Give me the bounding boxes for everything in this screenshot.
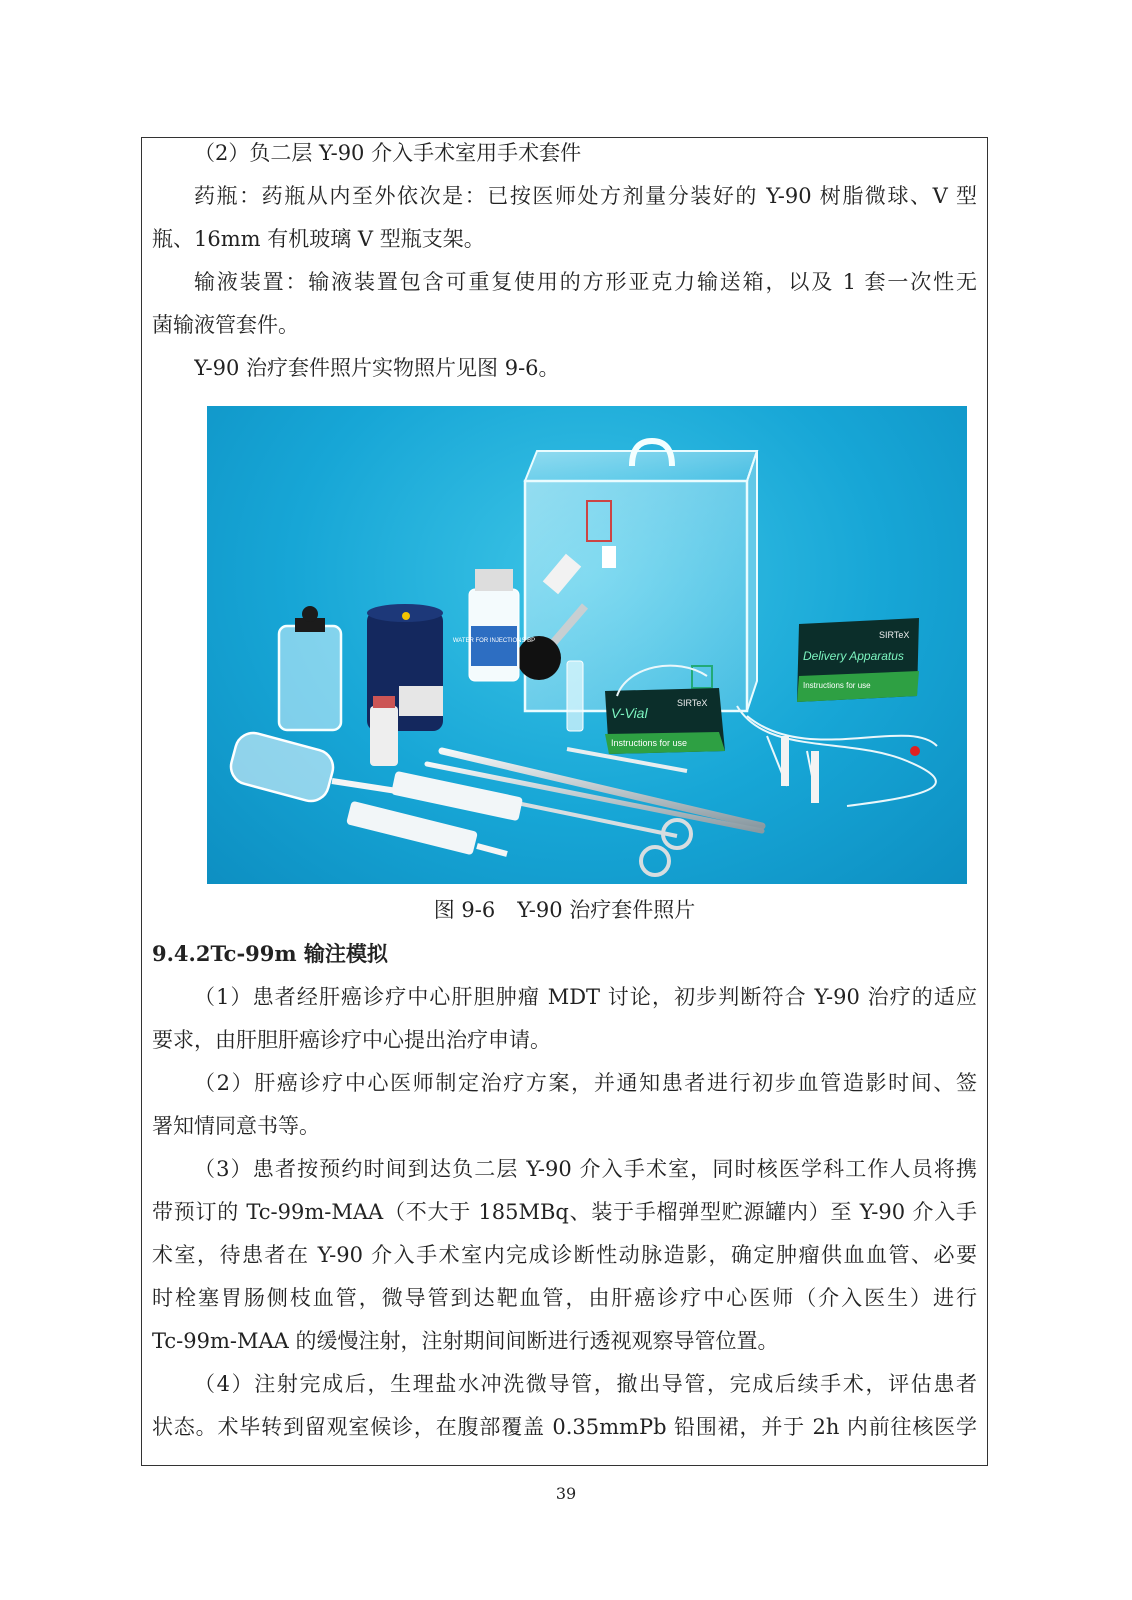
p1-line-2: 要求，由肝胆肝癌诊疗中心提出治疗申请。 xyxy=(152,1028,551,1052)
p3-line-3: 术室，待患者在 Y-90 介入手术室内完成诊断性动脉造影，确定肿瘤供血血管、必要 xyxy=(152,1243,977,1267)
vvial-booklet xyxy=(605,688,725,754)
p3-line-5: Tc-99m-MAA 的缓慢注射，注射期间间断进行透视观察导管位置。 xyxy=(152,1329,779,1353)
tc99m-heading: 9.4.2Tc-99m 输注模拟 xyxy=(152,941,388,966)
glass-vial-shield xyxy=(279,606,341,730)
content-frame xyxy=(141,137,988,1466)
p3-line-1: （3）患者按预约时间到达负二层 Y-90 介入手术室，同时核医学科工作人员将携 xyxy=(194,1157,977,1181)
photo-reference-text: Y-90 治疗套件照片实物照片见图 9-6。 xyxy=(194,356,560,380)
small-vial xyxy=(370,696,398,766)
red-cap xyxy=(910,746,920,756)
syringe-shield xyxy=(227,729,337,805)
delivery-booklet xyxy=(797,618,919,702)
figure-caption xyxy=(142,895,987,925)
tubing-connector-1 xyxy=(781,736,789,786)
delivery-title-text: Delivery Apparatus xyxy=(803,649,904,663)
infusion-text-line-1: 输液装置：输液装置包含可重复使用的方形亚克力输送箱，以及 1 套一次性无 xyxy=(194,270,977,294)
vial-text-line-1: 药瓶：药瓶从内至外依次是：已按医师处方剂量分装好的 Y-90 树脂微球、V 型 xyxy=(194,184,977,208)
p3-line-4: 时栓塞胃肠侧枝血管，微导管到达靶血管，由肝癌诊疗中心医师（介入医生）进行 xyxy=(152,1286,977,1310)
glass-tube xyxy=(567,661,583,731)
p2-line-2: 署知情同意书等。 xyxy=(152,1114,320,1138)
vvial-title-text: V-Vial xyxy=(611,705,648,721)
p3-line-2: 带预订的 Tc-99m-MAA（不大于 185MBq、装于手榴弹型贮源罐内）至 Y-90 介入手 xyxy=(152,1200,977,1224)
p4-line-1: （4）注射完成后，生理盐水冲洗微导管，撤出导管，完成后续手术，评估患者 xyxy=(194,1372,977,1396)
infusion-text-line-2: 菌输液管套件。 xyxy=(152,313,299,337)
water-bottle-label: WATER FOR INJECTIONS BP xyxy=(452,638,536,644)
y90-kit-photo xyxy=(207,406,967,884)
figure-number: 图 9-6 xyxy=(433,898,496,922)
delivery-instructions-text: Instructions for use xyxy=(803,681,871,690)
y90-kit-heading: （2）负二层 Y-90 介入手术室用手术套件 xyxy=(194,141,582,165)
p1-line-1: （1）患者经肝癌诊疗中心肝胆肿瘤 MDT 讨论，初步判断符合 Y-90 治疗的适应 xyxy=(194,985,977,1009)
vvial-sirtex-text: SIRTeX xyxy=(677,698,708,708)
page-number: 39 xyxy=(555,1484,577,1503)
y90-kit-illustration xyxy=(207,406,967,884)
delivery-sirtex-text: SIRTeX xyxy=(879,630,910,640)
p2-line-1: （2）肝癌诊疗中心医师制定治疗方案，并通知患者进行初步血管造影时间、签 xyxy=(194,1071,977,1095)
vial-text-line-2: 瓶、16mm 有机玻璃 V 型瓶支架。 xyxy=(152,227,485,251)
tubing-connector-2 xyxy=(811,751,819,803)
vvial-instructions-text: Instructions for use xyxy=(611,738,688,748)
figure-title: Y-90 治疗套件照片 xyxy=(517,898,696,922)
p4-line-2: 状态。术毕转到留观室候诊，在腹部覆盖 0.35mmPb 铅围裙，并于 2h 内前往核医学 xyxy=(152,1415,977,1439)
